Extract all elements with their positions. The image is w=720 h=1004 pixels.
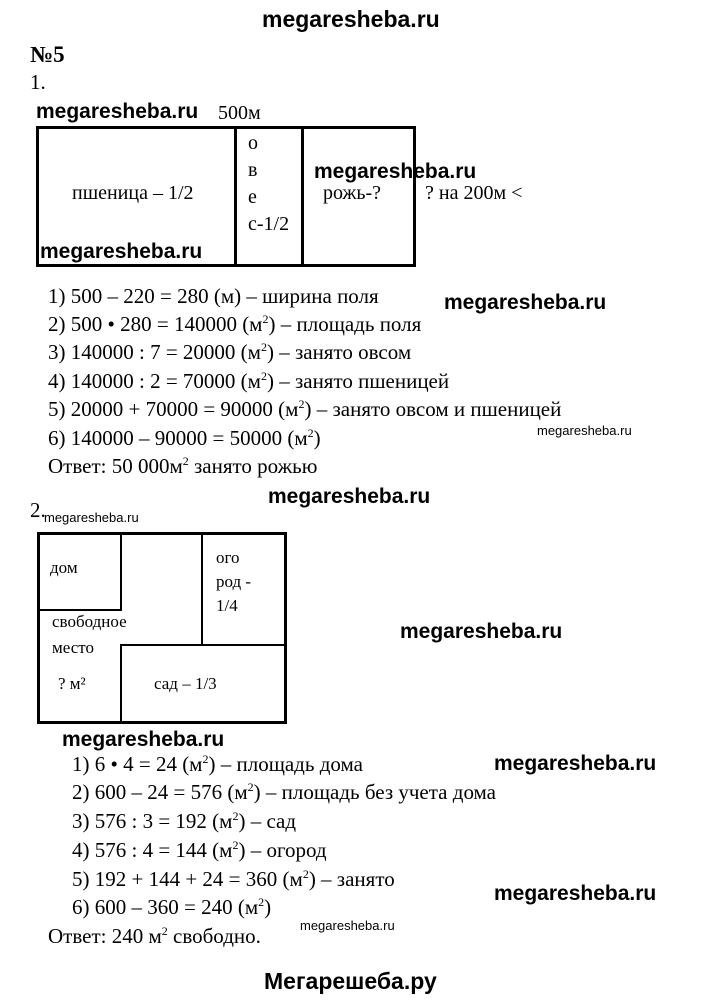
diagram2-garden-left-edge <box>201 532 203 646</box>
diagram1-oats-line-4: с-1/2 <box>248 213 290 235</box>
watermark: megaresheba.ru <box>268 485 431 508</box>
diagram2-free-line-1: свободное <box>52 612 127 631</box>
diagram1-wheat: пшеница – 1/2 <box>72 182 194 204</box>
diagram2-house: дом <box>50 558 78 577</box>
watermark: megaresheba.ru <box>300 918 395 933</box>
diagram2-house-bottom-edge <box>37 609 122 611</box>
diagram1-oats-line-3: е <box>248 186 257 208</box>
solution1-step-3: 3) 140000 : 7 = 20000 $(м^2)$ – занято овсом <box>48 340 412 364</box>
diagram1-note: ? на 200м < <box>425 182 523 204</box>
solution1-step-4: 4) 140000 : 2 = 70000 $(м^2)$ – занято пшеницей <box>48 369 450 393</box>
solution1-step-1: 1) 500 – 220 = 280 (м) – ширина поля <box>48 284 379 308</box>
solution1-step-2: 2) 500 • 280 = 140000 $(м^2)$ – площадь поля <box>48 312 422 336</box>
watermark: megaresheba.ru <box>36 100 199 123</box>
diagram2-orchard-top-edge <box>120 644 287 646</box>
watermark: megaresheba.ru <box>44 510 139 525</box>
solution1-answer: Ответ: 50 $000м^2$ занято рожью <box>48 454 318 478</box>
watermark: megaresheba.ru <box>494 882 657 905</box>
watermark: megaresheba.ru <box>400 620 563 643</box>
diagram1-rye: рожь-? <box>323 182 381 204</box>
header-site-title: megaresheba.ru <box>262 6 440 32</box>
diagram1-oats-line-2: в <box>248 159 258 181</box>
task-number: №5 <box>30 42 65 67</box>
part1-label: 1. <box>30 70 46 94</box>
diagram1-divider-2 <box>301 126 304 267</box>
diagram2-garden-line-3: 1/4 <box>216 596 238 615</box>
solution2-step-4: 4) 576 : 4 = 144 $(м^2)$ – огород <box>72 838 327 862</box>
watermark: megaresheba.ru <box>62 728 225 751</box>
diagram1-divider-1 <box>234 126 237 267</box>
solution2-step-1: 1) 6 • 4 = 24 $(м^2)$ – площадь дома <box>72 752 363 776</box>
diagram1-top-length: 500м <box>218 102 261 124</box>
diagram2-orchard: сад – 1/3 <box>154 674 217 693</box>
solution2-answer: Ответ: 240 $м^2$ свободно. <box>48 924 261 948</box>
solution1-step-6: 6) 140000 – 90000 = 50000 $(м^2)$ <box>48 426 321 450</box>
solution2-step-2: 2) 600 – 24 = 576 $(м^2)$ – площадь без учета дома <box>72 780 497 804</box>
part2-label: 2. <box>30 498 46 522</box>
diagram1-oats-line-1: о <box>248 132 258 154</box>
diagram2-orchard-left-edge <box>120 644 122 724</box>
watermark: megaresheba.ru <box>494 752 657 775</box>
diagram2-house-right-edge <box>120 532 122 611</box>
solution1-step-5: 5) 20000 + 70000 = 90000 $(м^2)$ – занято овсом и пшеницей <box>48 397 562 421</box>
watermark: megaresheba.ru <box>537 423 632 438</box>
solution2-step-5: 5) 192 + 144 + 24 = 360 $(м^2)$ – занято <box>72 867 395 891</box>
watermark: megaresheba.ru <box>314 160 477 183</box>
diagram2-free-line-2: место <box>52 638 94 657</box>
diagram2-garden-line-1: ого <box>216 548 240 567</box>
solution2-step-3: 3) 576 : 3 = 192 $(м^2)$ – сад <box>72 809 297 833</box>
watermark: megaresheba.ru <box>40 240 203 263</box>
solution2-step-6: 6) 600 – 360 = 240 $(м^2)$ <box>72 895 272 919</box>
diagram2-free-line-3: ? м² <box>58 674 86 693</box>
watermark: megaresheba.ru <box>444 291 607 314</box>
diagram2-garden-line-2: род - <box>216 572 252 591</box>
footer-site-title: Мегарешеба.ру <box>264 968 437 994</box>
